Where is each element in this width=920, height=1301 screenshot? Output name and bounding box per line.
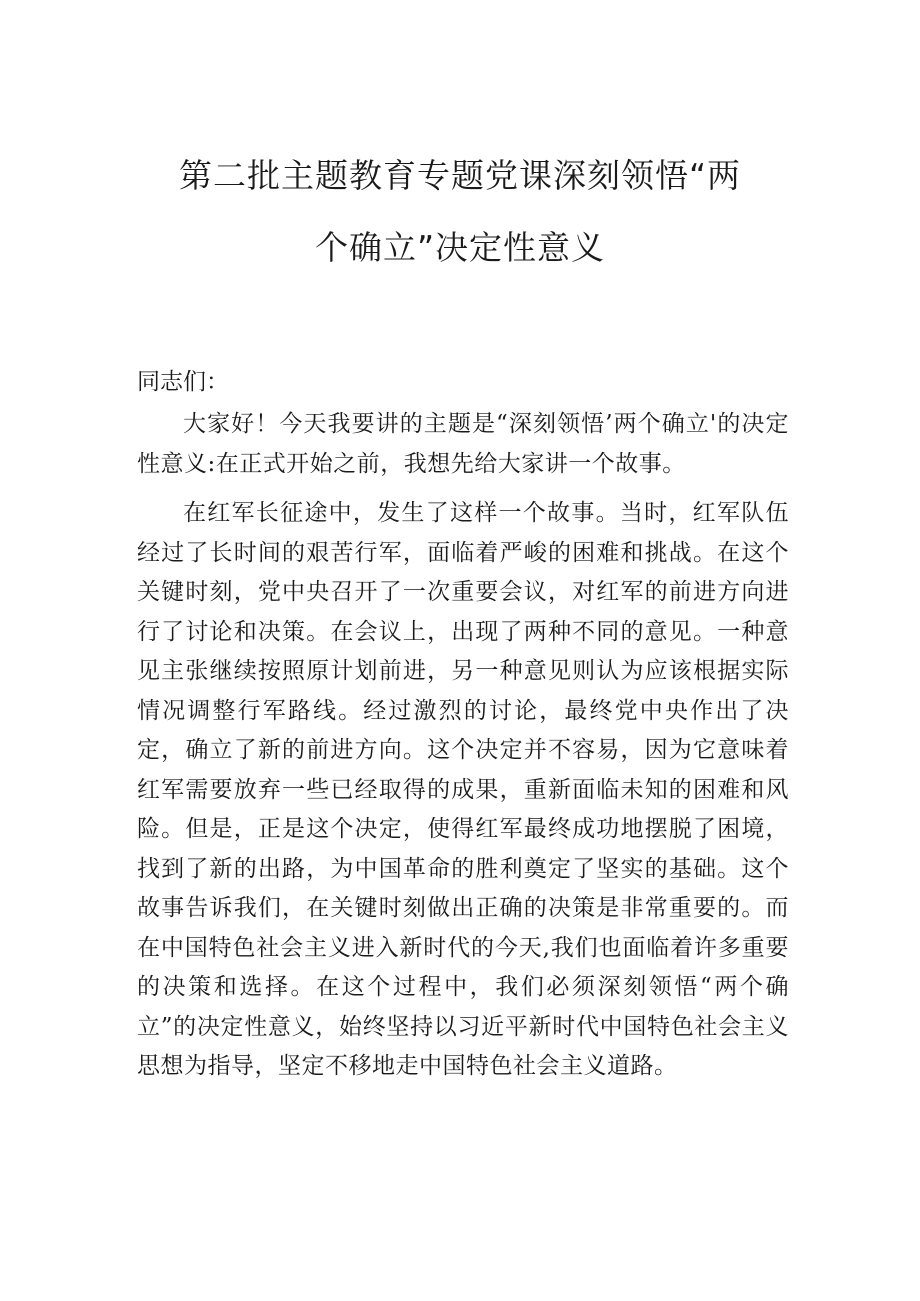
title-line-1: 第二批主题教育专题党课深刻领悟“两 — [178, 156, 742, 195]
paragraph-intro: 大家好！今天我要讲的主题是“深刻领悟’两个确立'的决定性意义:在正式开始之前，我想先给大家讲一个故事。 — [137, 411, 789, 477]
paragraph-story: 在红军长征途中，发生了这样一个故事。当时，红军队伍经过了长时间的艰苦行军，面临着严峻的困难和挑战。在这个关键时刻，党中央召开了一次重要会议，对红军的前进方向进行了讨论和决策。在会议上，出现了两种不同的意见。一种意见主张继续按照原计划前进，另一种意见则认为应该根据实际情况调整行军路线。经过激烈的讨论，最终党中央作出了决定，确立了新的前进方向。这个决定并不容易，因为它意味着红军需要放弃一些已经取得的成果，重新面临未知的困难和风险。但是，正是这个决定，使得红军最终成功地摆脱了困境，找到了新的出路，为中国革命的胜利奠定了坚实的基础。这个故事告诉我们，在关键时刻做出正确的决策是非常重要的。而在中国特色社会主义进入新时代的今天,我们也面临着许多重要的决策和选择。在这个过程中，我们必须深刻领悟“两个确立”的决定性意义，始终坚持以习近平新时代中国特色社会主义思想为指导，坚定不移地走中国特色社会主义道路。 — [137, 500, 789, 1079]
document-title — [120, 140, 800, 284]
salutation: 同志们： — [137, 369, 229, 395]
title-line-2: 个确立”决定性意义 — [314, 228, 606, 267]
